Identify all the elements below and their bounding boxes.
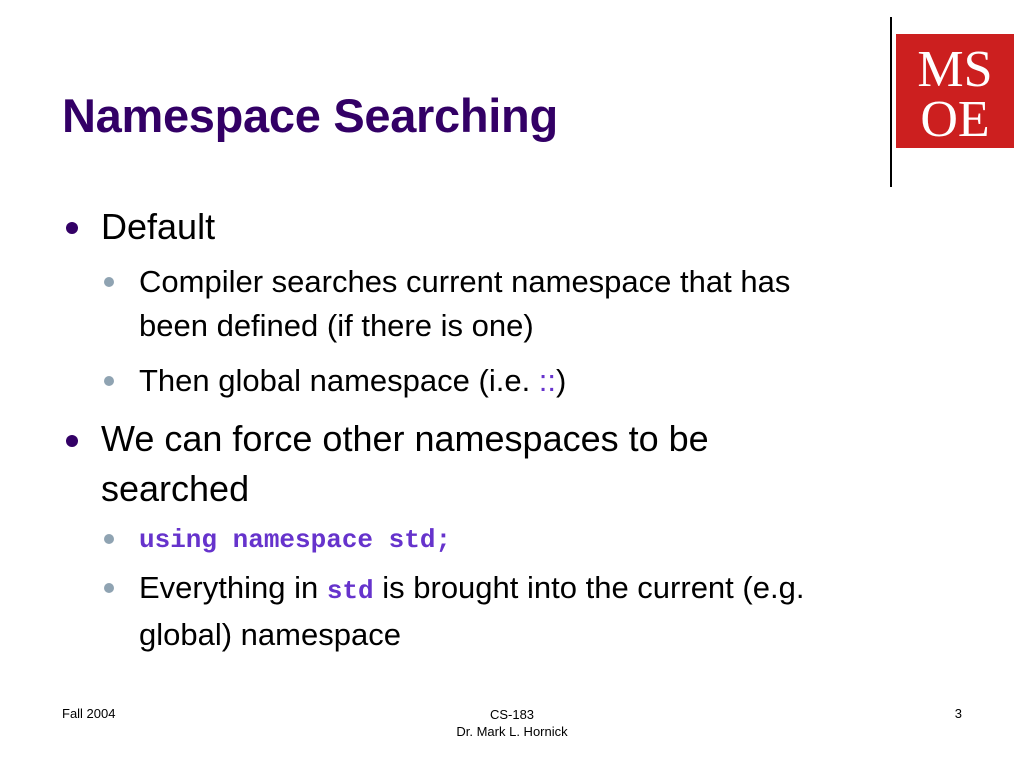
- logo-text-bottom: OE: [920, 91, 990, 148]
- logo-text-top: MS: [917, 41, 993, 98]
- sub-bullet-dot: [104, 534, 114, 544]
- footer-instructor: Dr. Mark L. Hornick: [456, 724, 568, 739]
- footer-course-code: CS-183: [489, 707, 535, 722]
- bullet-dot: [66, 435, 78, 447]
- sub-bullet-text-continued: global) namespace: [139, 617, 401, 652]
- footer-date: Fall 2004: [62, 706, 116, 721]
- bullet-text: We can force other namespaces to be: [101, 418, 709, 459]
- sub-bullet-text: [139, 516, 451, 563]
- sub-bullet-text: [139, 565, 804, 614]
- scope-operator-code: ::: [538, 363, 557, 398]
- sub-bullet-suffix: is brought into the current (e.g.: [373, 570, 805, 605]
- sub-bullet-dot: [104, 583, 114, 593]
- sub-bullet-prefix: Everything in: [139, 570, 327, 605]
- sub-bullet-dot: [104, 277, 114, 287]
- using-directive-code: using namespace std;: [139, 525, 452, 555]
- sub-bullet-suffix: ): [556, 363, 567, 398]
- slide-title: Namespace Searching: [62, 89, 558, 142]
- std-code: std: [326, 576, 374, 606]
- bullet-dot: [66, 222, 78, 234]
- sub-bullet-text-continued: been defined (if there is one): [139, 308, 534, 343]
- sub-bullet-text: [139, 358, 566, 403]
- sub-bullet-dot: [104, 376, 114, 386]
- sub-bullet-text: Compiler searches current namespace that has: [139, 264, 791, 299]
- bullet-text: Default: [101, 206, 216, 247]
- sub-bullet-prefix: Then global namespace (i.e.: [139, 363, 539, 398]
- bullet-text-continued: searched: [101, 468, 250, 509]
- footer-course: [412, 706, 612, 740]
- slide-number: 3: [954, 706, 962, 721]
